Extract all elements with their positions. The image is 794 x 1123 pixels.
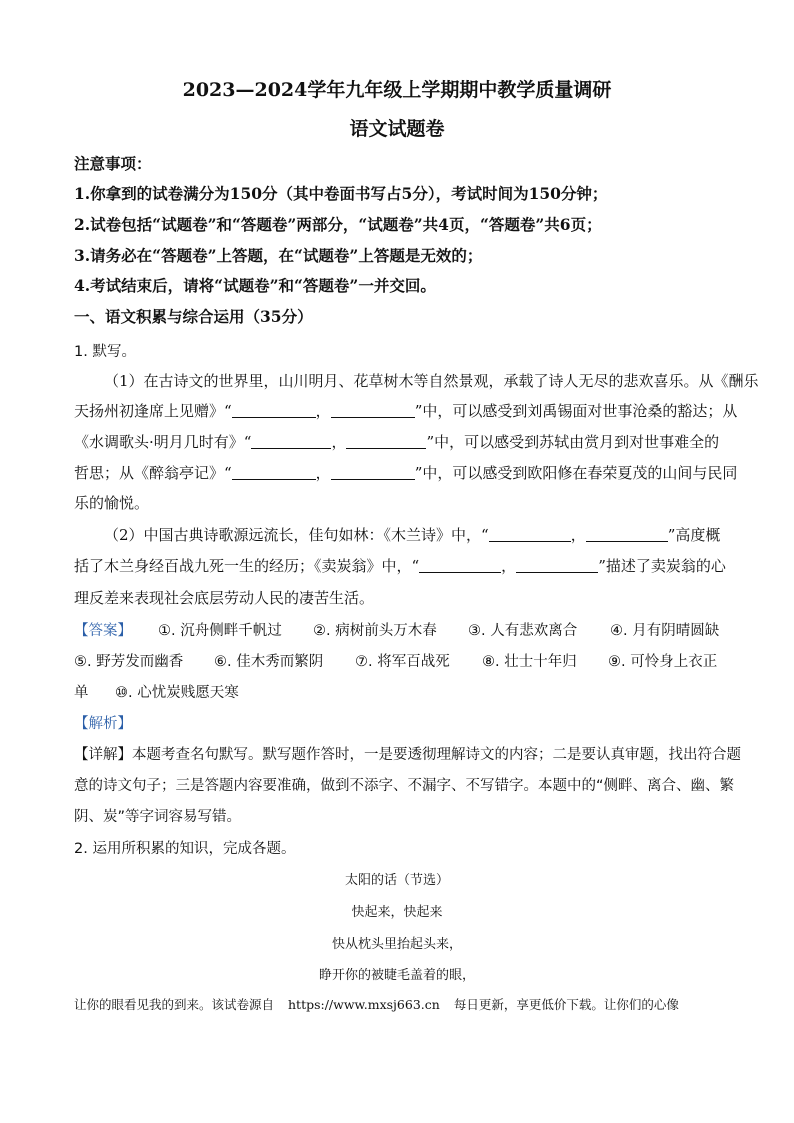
poem-line-1: 快起来，快起来 — [351, 905, 443, 920]
text: ， — [570, 526, 586, 544]
section-heading: 一、语文积累与综合运用（35分） — [74, 307, 313, 326]
text: 天扬州初逢席上见赠》“ — [74, 402, 232, 420]
notice-item-4: 4.考试结束后，请将“试题卷”和“答题卷”一并交回。 — [74, 276, 436, 295]
detail-line-3: 阴、炭”等字词容易写错。 — [74, 809, 242, 825]
answer-blank[interactable] — [232, 402, 316, 418]
answer-blank[interactable] — [489, 526, 571, 542]
notice-item-2: 2.试卷包括“试题卷”和“答题卷”两部分，“试题卷”共4页，“答题卷”共6页； — [74, 215, 602, 234]
detail-line-2: 意的诗文句子；三是答题内容要准确，做到不添字、不漏字、不写错字。本题中的“侧畔、离合、幽、繁 — [74, 778, 735, 794]
answer-label: 【答案】 — [74, 623, 132, 639]
poem-line-4 — [74, 995, 679, 1013]
q1-part1-line4 — [74, 462, 737, 483]
text: 哲思；从《醉翁亭记》“ — [74, 464, 232, 482]
text: ， — [315, 464, 331, 482]
text: ， — [501, 557, 517, 575]
answer-4: ④. 月有阴晴圆缺 — [610, 623, 720, 639]
exam-subtitle: 语文试题卷 — [349, 118, 445, 140]
answer-10: ⑩. 心忧炭贱愿天寒 — [115, 685, 239, 701]
answer-3: ③. 人有悲欢离合 — [468, 623, 578, 639]
answer-blank[interactable] — [331, 464, 415, 480]
answer-blank[interactable] — [586, 526, 668, 542]
q1-part1-line5: 乐的愉悦。 — [74, 494, 150, 512]
q1-part1-line3 — [74, 431, 719, 452]
question-1-stem: 1. 默写。 — [74, 344, 136, 360]
answer-blank[interactable] — [419, 557, 501, 573]
text: ”中，可以感受到苏轼由赏月到对世事难全的 — [426, 433, 720, 451]
answer-6: ⑥. 佳木秀而繁阴 — [214, 654, 324, 670]
answer-blank[interactable] — [516, 557, 598, 573]
text: 让你的眼看见我的到来。该试卷源自 — [74, 997, 275, 1012]
text: 括了木兰身经百战九死一生的经历；《卖炭翁》中，“ — [74, 557, 420, 575]
analysis-label: 【解析】 — [74, 716, 132, 732]
answer-7: ⑦. 将军百战死 — [355, 654, 450, 670]
answer-9-continued: 单 — [74, 685, 89, 701]
text: （2）中国古典诗歌源远流长，佳句如林：《木兰诗》中，“ — [104, 526, 489, 544]
detail-line-1: 【详解】本题考查名句默写。默写题作答时，一是要透彻理解诗文的内容；二是要认真审题，找出符合题 — [74, 747, 741, 763]
text: 《水调歌头·明月几时有》“ — [74, 433, 252, 451]
answer-blank[interactable] — [251, 433, 331, 449]
answer-9: ⑨. 可怜身上衣正 — [608, 654, 718, 670]
q1-part2-line2 — [74, 555, 726, 576]
text: ， — [331, 433, 347, 451]
question-2-stem: 2. 运用所积累的知识，完成各题。 — [74, 841, 296, 857]
q1-part2-line1 — [104, 524, 720, 545]
text: ”高度概 — [667, 526, 721, 544]
answer-blank[interactable] — [346, 433, 426, 449]
text: ”描述了卖炭翁的心 — [598, 557, 726, 575]
notice-item-1: 1.你拿到的试卷满分为150分（其中卷面书写占5分），考试时间为150分钟； — [74, 184, 608, 203]
answer-2: ②. 病树前头万木春 — [313, 623, 437, 639]
answer-1: ①. 沉舟侧畔千帆过 — [158, 623, 282, 639]
q1-part1-line1: （1）在古诗文的世界里，山川明月、花草树木等自然景观，承载了诗人无尽的悲欢喜乐。从《酬乐 — [104, 372, 759, 390]
text: ， — [315, 402, 331, 420]
poem-title: 太阳的话（节选） — [344, 873, 449, 888]
exam-title: 2023—2024学年九年级上学期期中教学质量调研 — [182, 79, 612, 101]
notice-item-3: 3.请务必在“答题卷”上答题，在“试题卷”上答题是无效的； — [74, 246, 483, 265]
q1-part1-line2 — [74, 400, 737, 421]
q1-part2-line3: 理反差来表现社会底层劳动人民的凄苦生活。 — [74, 589, 375, 607]
source-link[interactable]: https://www.mxsj663.cn — [288, 997, 440, 1012]
answer-blank[interactable] — [331, 402, 415, 418]
answer-8: ⑧. 壮士十年归 — [482, 654, 577, 670]
text: 每日更新，享更低价下载。让你们的心像 — [453, 997, 679, 1012]
poem-line-3: 睁开你的被睫毛盖着的眼， — [318, 968, 475, 983]
notice-heading: 注意事项： — [74, 154, 152, 173]
answer-blank[interactable] — [232, 464, 316, 480]
text: ”中，可以感受到欧阳修在春荣夏茂的山间与民同 — [414, 464, 738, 482]
poem-line-2: 快从枕头里抬起头来， — [331, 937, 462, 952]
text: ”中，可以感受到刘禹锡面对世事沧桑的豁达；从 — [414, 402, 738, 420]
answer-5: ⑤. 野芳发而幽香 — [74, 654, 184, 670]
